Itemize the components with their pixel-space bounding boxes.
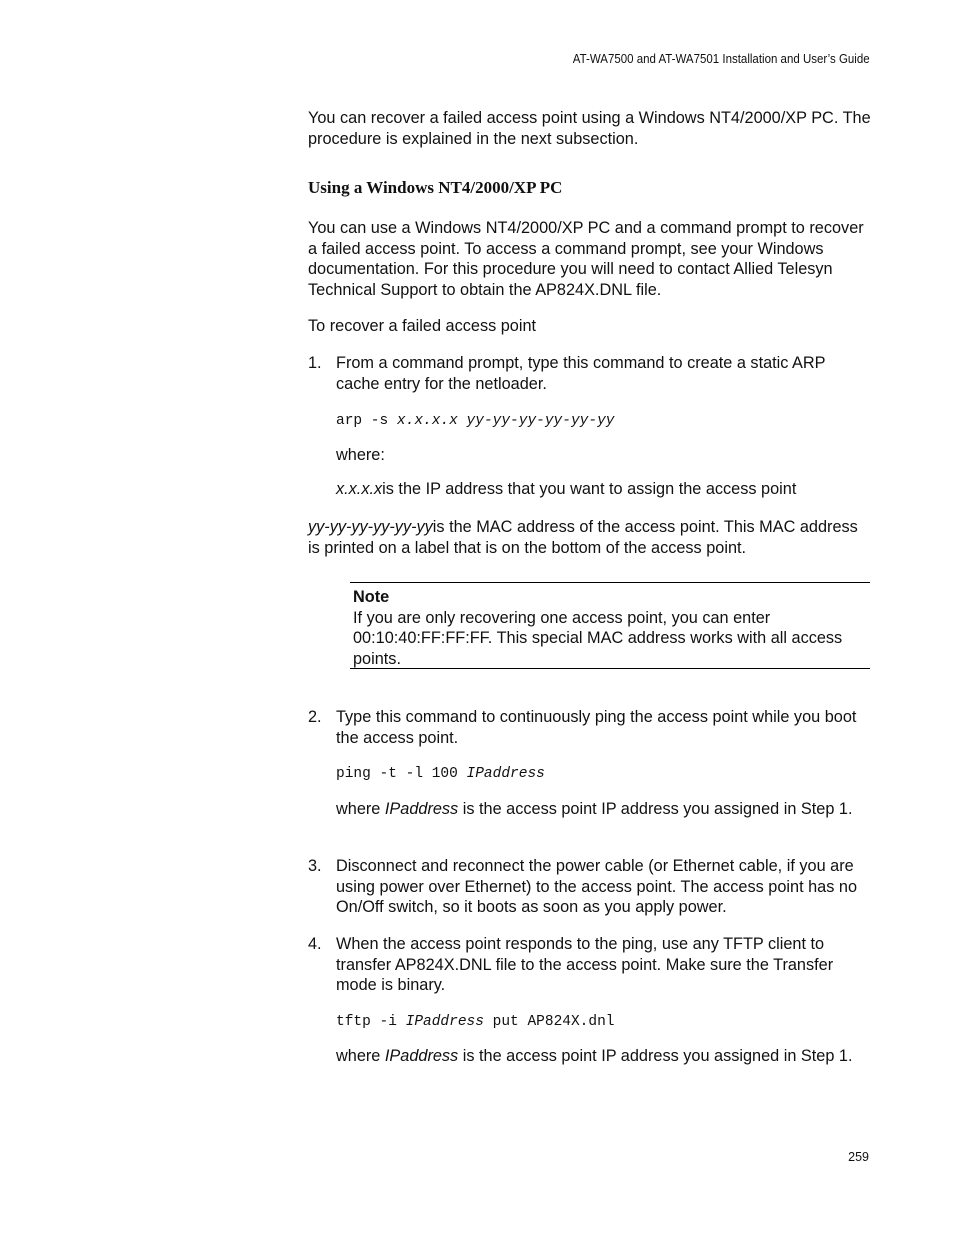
mac-definition [308, 517, 872, 558]
step-3-number: 3. [308, 857, 322, 875]
step-1-where: where: [336, 446, 385, 464]
step-2-text: Type this command to continuously ping the access point while you boot the access point. [336, 708, 857, 747]
step-1-text: From a command prompt, type this command to create a static ARP cache entry for the netloader. [336, 354, 826, 393]
step-4-text: When the access point responds to the ping, use any TFTP client to transfer AP824X.DNL file to the access point. Make sure the Transfer mode is binary. [336, 935, 834, 994]
step-4-command [336, 1012, 872, 1033]
note-box [350, 582, 870, 669]
where-description: is the access point IP address you assigned in Step 1. [462, 1047, 853, 1065]
section-paragraph: You can use a Windows NT4/2000/XP PC and a command prompt to recover a failed access point. To access a command prompt, see your Windows documentation. For this procedure you will need to contact Allied Telesyn Technical Support to obtain the AP824X.DNL file. [308, 219, 864, 299]
ip-term: x.x.x.x [336, 480, 383, 498]
ipaddress-term: IPaddress [384, 800, 459, 818]
note-text: If you are only recovering one access point, you can enter 00:10:40:FF:FF:FF. This special MAC address works with all access points. [353, 608, 843, 668]
step-2-where [336, 799, 872, 820]
page-number: 259 [848, 1150, 869, 1164]
step-2-command [336, 764, 872, 785]
step-4-number: 4. [308, 935, 322, 953]
command-put-file: put AP824X.dnl [492, 1014, 615, 1030]
note-title: Note [353, 588, 390, 606]
step-4-where [336, 1046, 872, 1067]
section-heading: Using a Windows NT4/2000/XP PC [308, 178, 563, 197]
where-word: where [336, 1047, 381, 1065]
command-ipaddress-arg: IPaddress [405, 1014, 484, 1030]
step-1-number: 1. [308, 354, 322, 372]
mac-term: yy-yy-yy-yy-yy-yy [308, 518, 433, 536]
ip-definition [336, 479, 872, 500]
command-mac-arg: yy-yy-yy-yy-yy-yy [466, 413, 615, 429]
ip-description: is the IP address that you want to assign the access point [382, 480, 797, 498]
command-name: ping -t -l 100 [336, 766, 458, 782]
mac-description: is the MAC address of the access point. This MAC address is printed on a label that is on the bottom of the access point. [308, 518, 858, 557]
step-2-number: 2. [308, 708, 322, 726]
command-name: arp -s [336, 413, 389, 429]
where-word: where [336, 800, 381, 818]
intro-paragraph: You can recover a failed access point using a Windows NT4/2000/XP PC. The procedure is explained in the next subsection. [308, 109, 871, 148]
step-3-text: Disconnect and reconnect the power cable (or Ethernet cable, if you are using power over Ethernet) to the access point. The access point has no On/Off switch, so it boots as soon as you apply power. [336, 857, 857, 916]
ipaddress-term: IPaddress [384, 1047, 459, 1065]
command-name: tftp -i [336, 1014, 397, 1030]
running-header: AT-WA7500 and AT-WA7501 Installation and User’s Guide [573, 52, 870, 66]
procedure-lead: To recover a failed access point [308, 317, 537, 335]
step-1-command [336, 411, 872, 432]
command-ip-arg: x.x.x.x [396, 413, 458, 429]
command-ipaddress-arg: IPaddress [466, 766, 545, 782]
where-description: is the access point IP address you assigned in Step 1. [462, 800, 853, 818]
